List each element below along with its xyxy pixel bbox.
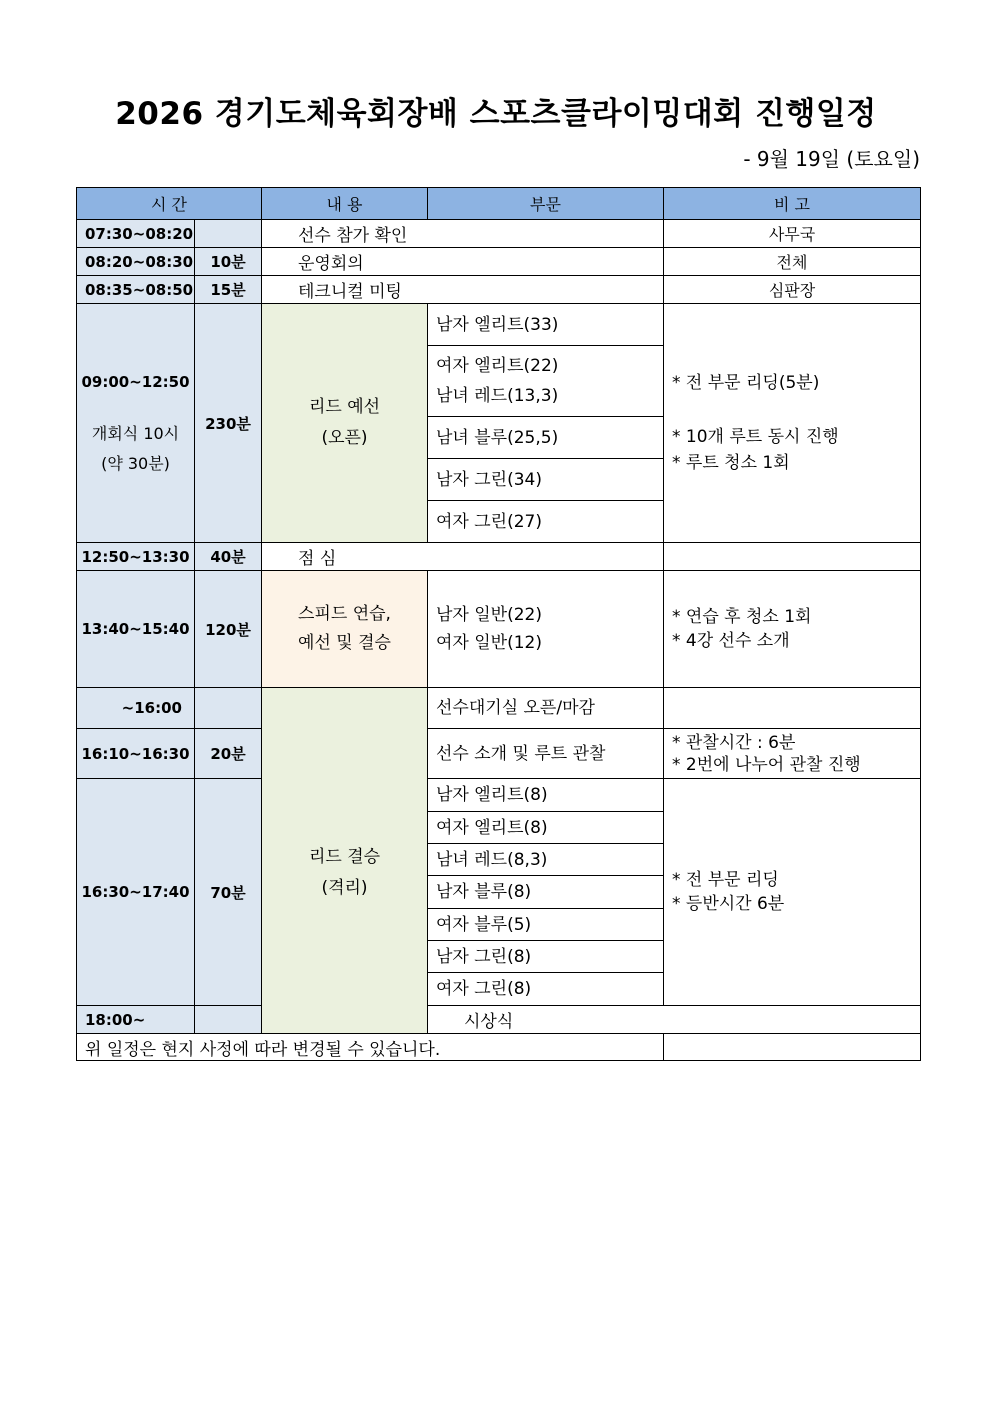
division-cell: 남자 그린(8): [428, 941, 664, 973]
content-cell: 운영회의: [262, 248, 664, 276]
time-cell: [77, 304, 195, 543]
division-cell: 남자 블루(8): [428, 876, 664, 909]
time-cell: 12:50~13:30: [77, 543, 195, 571]
duration-cell: 120분: [195, 571, 262, 688]
time-cell: 18:00~: [77, 1006, 195, 1034]
note-line: * 등반시간 6분: [672, 894, 785, 914]
note-cell: [664, 1034, 921, 1061]
duration-cell: 70분: [195, 779, 262, 1006]
time-cell: 16:30~17:40: [77, 779, 195, 1006]
table-row: [77, 248, 921, 276]
table-row: [77, 304, 921, 346]
duration-cell: 15분: [195, 276, 262, 304]
table-row: [77, 779, 921, 812]
note-line: * 10개 루트 동시 진행: [672, 427, 839, 447]
page-title: 2026 경기도체육회장배 스포츠클라이밍대회 진행일정: [115, 96, 877, 132]
table-row: [77, 688, 921, 729]
content-line: 스피드 연습,: [298, 604, 391, 624]
division-line: 여자 엘리트(22): [436, 356, 559, 376]
ceremony-duration: (약 30분): [101, 454, 170, 473]
note-cell: [664, 571, 921, 688]
content-line: 리드 결승: [308, 846, 381, 867]
time-cell: 16:10~16:30: [77, 729, 195, 779]
division-cell: 여자 엘리트(8): [428, 812, 664, 844]
content-cell: [262, 688, 428, 1034]
division-cell: 남자 엘리트(33): [428, 304, 664, 346]
content-cell: 점 심: [262, 543, 664, 571]
table-row: [77, 571, 921, 688]
duration-cell: 230분: [195, 304, 262, 543]
time-cell: 07:30~08:20: [77, 220, 195, 248]
table-row: [77, 729, 921, 779]
content-line: 예선 및 결승: [298, 633, 391, 653]
note-cell: 전체: [664, 248, 921, 276]
content-cell: 테크니컬 미팅: [262, 276, 664, 304]
header-row: [77, 188, 921, 220]
header-content: 내 용: [262, 188, 428, 220]
content-line: (오픈): [321, 428, 368, 448]
table-row: [77, 543, 921, 571]
content-line: 리드 예선: [308, 397, 381, 417]
header-division: 부문: [428, 188, 664, 220]
division-cell: 여자 그린(8): [428, 973, 664, 1006]
note-cell: [664, 779, 921, 1006]
duration-cell: 40분: [195, 543, 262, 571]
division-cell: 선수대기실 오픈/마감: [428, 688, 664, 729]
content-line: (격리): [321, 877, 368, 898]
division-cell: 남녀 레드(8,3): [428, 844, 664, 876]
note-cell: [664, 688, 921, 729]
division-cell: 남자 엘리트(8): [428, 779, 664, 812]
header-time: 시 간: [77, 188, 262, 220]
schedule-table: [76, 187, 921, 1061]
note-line: * 연습 후 청소 1회: [672, 607, 812, 627]
division-cell: 여자 블루(5): [428, 909, 664, 941]
duration-cell: 20분: [195, 729, 262, 779]
division-cell: 선수 소개 및 루트 관찰: [428, 729, 664, 779]
content-cell: [262, 304, 428, 543]
time-text: 09:00~12:50: [81, 373, 190, 391]
header-note: 비 고: [664, 188, 921, 220]
duration-cell: [195, 1006, 262, 1034]
duration-cell: 10분: [195, 248, 262, 276]
time-cell: 08:35~08:50: [77, 276, 195, 304]
ceremony-text: 개회식 10시: [91, 424, 180, 443]
note-cell: [664, 304, 921, 543]
note-line: * 4강 선수 소개: [672, 631, 790, 651]
time-cell: 13:40~15:40: [77, 571, 195, 688]
note-cell: 사무국: [664, 220, 921, 248]
division-cell: 남녀 블루(25,5): [428, 417, 664, 459]
content-cell: [262, 571, 428, 688]
division-cell: [428, 571, 664, 688]
footer-row: [77, 1034, 921, 1061]
division-line: 남자 일반(22): [436, 605, 542, 625]
time-cell: 08:20~08:30: [77, 248, 195, 276]
note-line: * 2번에 나누어 관찰 진행: [672, 754, 861, 775]
division-cell: 남자 그린(34): [428, 459, 664, 501]
content-cell: 시상식: [428, 1006, 921, 1034]
event-date: - 9월 19일 (토요일): [743, 147, 920, 171]
note-line: * 루트 청소 1회: [672, 453, 790, 473]
duration-cell: [195, 688, 262, 729]
division-line: 남녀 레드(13,3): [436, 386, 559, 406]
table-row: [77, 1006, 921, 1034]
note-cell: [664, 543, 921, 571]
content-cell: 선수 참가 확인: [262, 220, 664, 248]
note-line: * 전 부문 리딩: [672, 870, 779, 890]
division-line: 여자 일반(12): [436, 633, 542, 653]
note-line: * 전 부문 리딩(5분): [672, 373, 820, 393]
division-cell: 여자 그린(27): [428, 501, 664, 543]
duration-cell: [195, 220, 262, 248]
table-row: [77, 220, 921, 248]
division-cell: [428, 346, 664, 417]
note-cell: 심판장: [664, 276, 921, 304]
time-cell: ~16:00: [77, 688, 195, 729]
note-line: * 관찰시간 : 6분: [672, 732, 796, 753]
footer-note: 위 일정은 현지 사정에 따라 변경될 수 있습니다.: [77, 1034, 664, 1061]
table-row: [77, 276, 921, 304]
note-cell: [664, 729, 921, 779]
